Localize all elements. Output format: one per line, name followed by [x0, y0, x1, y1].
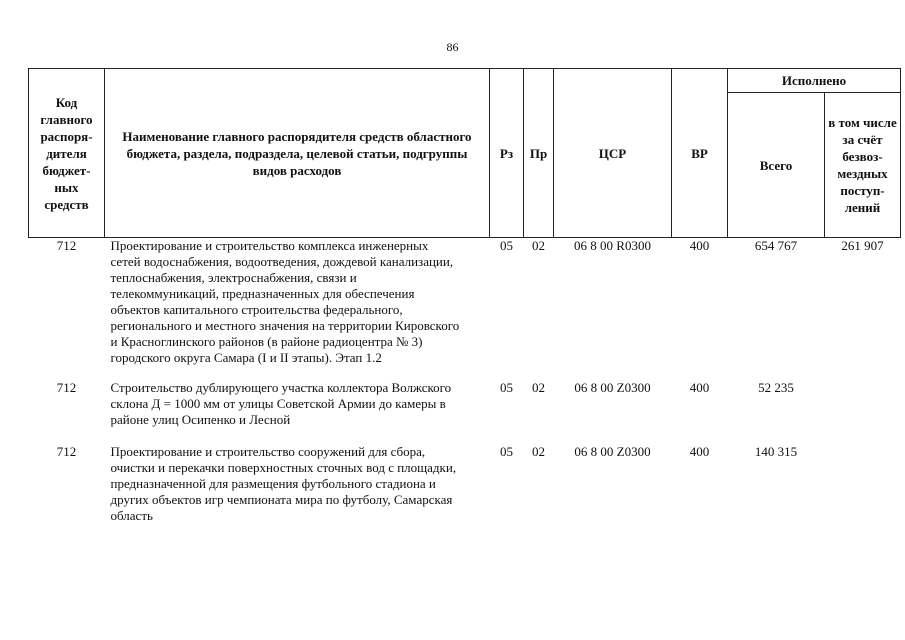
header-csr: ЦСР [554, 69, 672, 238]
row-pr: 02 [532, 238, 545, 253]
header-executed: Исполнено [728, 69, 901, 93]
row-name: Проектирование и строительство сооружений для сбора, очистки и перекачки поверхностных сточных вод с площадки, предназначенной для размещения футбольного стадиона и других объектов игр чемпионата мира по футболу, Самарская область [110, 444, 457, 523]
row-code: 712 [56, 238, 77, 253]
page-number: 86 [446, 40, 459, 54]
budget-table [28, 68, 901, 524]
header-rz: Рз [490, 69, 524, 238]
table-row [29, 238, 901, 367]
row-incl: 261 907 [841, 238, 884, 253]
row-pr: 02 [532, 380, 545, 395]
row-code: 712 [56, 380, 77, 395]
row-name: Строительство дублирующего участка коллектора Волжского склона Д = 1000 мм от улицы Советской Армии до камеры в районе улиц Осипенко и Лесной [110, 380, 452, 427]
row-rz: 05 [500, 380, 513, 395]
row-total: 654 767 [754, 238, 798, 253]
table-row [29, 428, 901, 524]
row-rz: 05 [500, 444, 513, 459]
row-name: Проектирование и строительство комплекса инженерных сетей водоснабжения, водоотведения, дождевой канализации, теплоснабжения, электроснабжения, связи и телекоммуникаций, предназначенных для обеспечения объектов капитального строительства федерального, регионального и местного значения на территории Кировского и Красноглинского районов (в районе радиоцентра № 3) городского округа Самара (I и II этапы). Этап 1.2 [110, 238, 460, 365]
row-incl [825, 428, 901, 524]
row-vr: 400 [689, 444, 710, 459]
row-total: 140 315 [754, 444, 798, 459]
row-vr: 400 [689, 380, 710, 395]
header-code: Код главного распоря-дителя бюджет-ных средств [29, 69, 105, 238]
row-csr: 06 8 00 R0300 [574, 238, 651, 253]
row-pr: 02 [532, 444, 545, 459]
header-total: Всего [728, 93, 825, 238]
row-vr: 400 [689, 238, 710, 253]
table-row [29, 366, 901, 428]
header-vr: ВР [672, 69, 728, 238]
header-pr: Пр [524, 69, 554, 238]
row-total: 52 235 [758, 380, 794, 395]
header-incl: в том числе за счёт безвоз-мездных поступ-лений [825, 93, 901, 238]
row-incl [825, 366, 901, 428]
row-csr: 06 8 00 Z0300 [574, 444, 651, 459]
row-csr: 06 8 00 Z0300 [574, 380, 651, 395]
header-name: Наименование главного распорядителя средств областного бюджета, раздела, подраздела, целевой статьи, подгруппы видов расходов [105, 69, 490, 238]
row-rz: 05 [500, 238, 513, 253]
row-code: 712 [56, 444, 77, 459]
